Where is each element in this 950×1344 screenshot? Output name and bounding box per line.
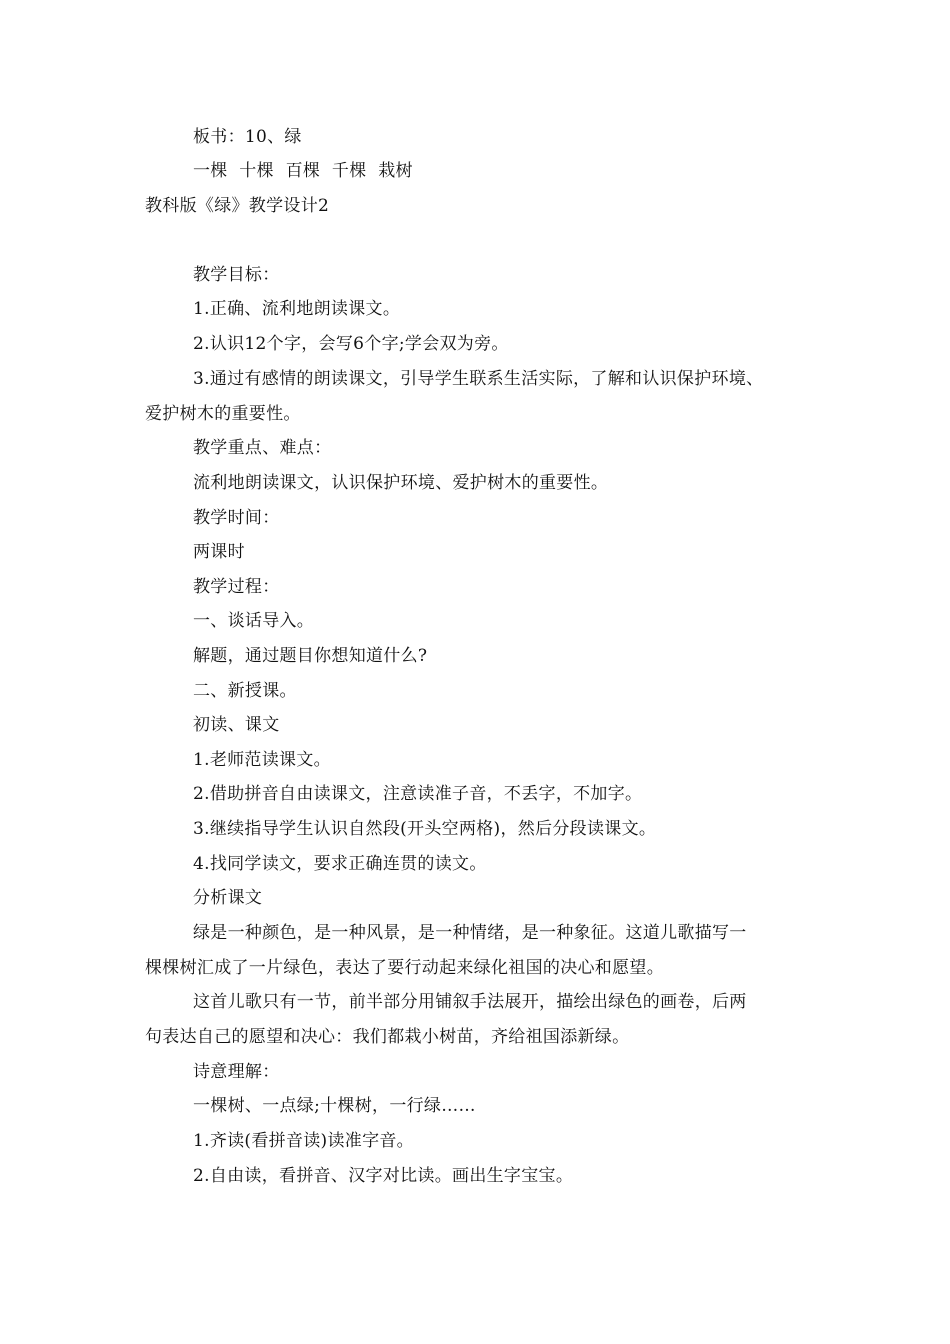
analysis-paragraph-2-continued: 句表达自己的愿望和决心：我们都栽小树苗，齐给祖国添新绿。 — [145, 1027, 630, 1047]
reading-item-1: 1.老师范读课文。 — [193, 750, 331, 770]
process-step-1: 一、谈话导入。 — [193, 611, 315, 631]
heading-key-points: 教学重点、难点： — [193, 438, 332, 458]
process-step-2: 二、新授课。 — [193, 681, 297, 701]
goal-item-3: 3.通过有感情的朗读课文，引导学生联系生活实际，了解和认识保护环境、 — [193, 369, 764, 389]
process-step-1-text: 解题，通过题目你想知道什么? — [193, 646, 428, 666]
reading-item-4: 4.找同学读文，要求正确连贯的读文。 — [193, 854, 487, 874]
poem-item-1: 1.齐读(看拼音读)读准字音。 — [193, 1131, 414, 1151]
heading-teaching-process: 教学过程： — [193, 577, 280, 597]
board-writing-title: 板书：10、绿 — [193, 127, 302, 147]
heading-teaching-time: 教学时间： — [193, 508, 280, 528]
poem-line: 一棵树、一点绿;十棵树，一行绿…… — [193, 1096, 476, 1116]
analysis-paragraph-1: 绿是一种颜色，是一种风景，是一种情绪，是一种象征。这道儿歌描写一 — [193, 923, 747, 943]
teaching-time-text: 两课时 — [193, 542, 245, 562]
heading-teaching-goals: 教学目标： — [193, 265, 280, 285]
reading-item-3: 3.继续指导学生认识自然段(开头空两格)，然后分段读课文。 — [193, 819, 657, 839]
poem-item-2: 2.自由读，看拼音、汉字对比读。画出生字宝宝。 — [193, 1166, 574, 1186]
subheading-first-reading: 初读、课文 — [193, 715, 280, 735]
subheading-text-analysis: 分析课文 — [193, 888, 263, 908]
goal-item-1: 1.正确、流利地朗读课文。 — [193, 299, 401, 319]
reading-item-2: 2.借助拼音自由读课文，注意读准子音，不丢字，不加字。 — [193, 784, 643, 804]
analysis-paragraph-2: 这首儿歌只有一节，前半部分用铺叙手法展开，描绘出绿色的画卷，后两 — [193, 992, 747, 1012]
section-title: 教科版《绿》教学设计2 — [145, 196, 330, 216]
key-points-text: 流利地朗读课文，认识保护环境、爱护树木的重要性。 — [193, 473, 609, 493]
goal-item-3-continued: 爱护树木的重要性。 — [145, 404, 301, 424]
board-writing-content: 一棵 十棵 百棵 千棵 栽树 — [193, 161, 413, 181]
subheading-poem-meaning: 诗意理解： — [193, 1062, 280, 1082]
goal-item-2: 2.认识12个字，会写6个字;学会双为旁。 — [193, 334, 509, 354]
analysis-paragraph-1-continued: 棵棵树汇成了一片绿色，表达了要行动起来绿化祖国的决心和愿望。 — [145, 958, 664, 978]
